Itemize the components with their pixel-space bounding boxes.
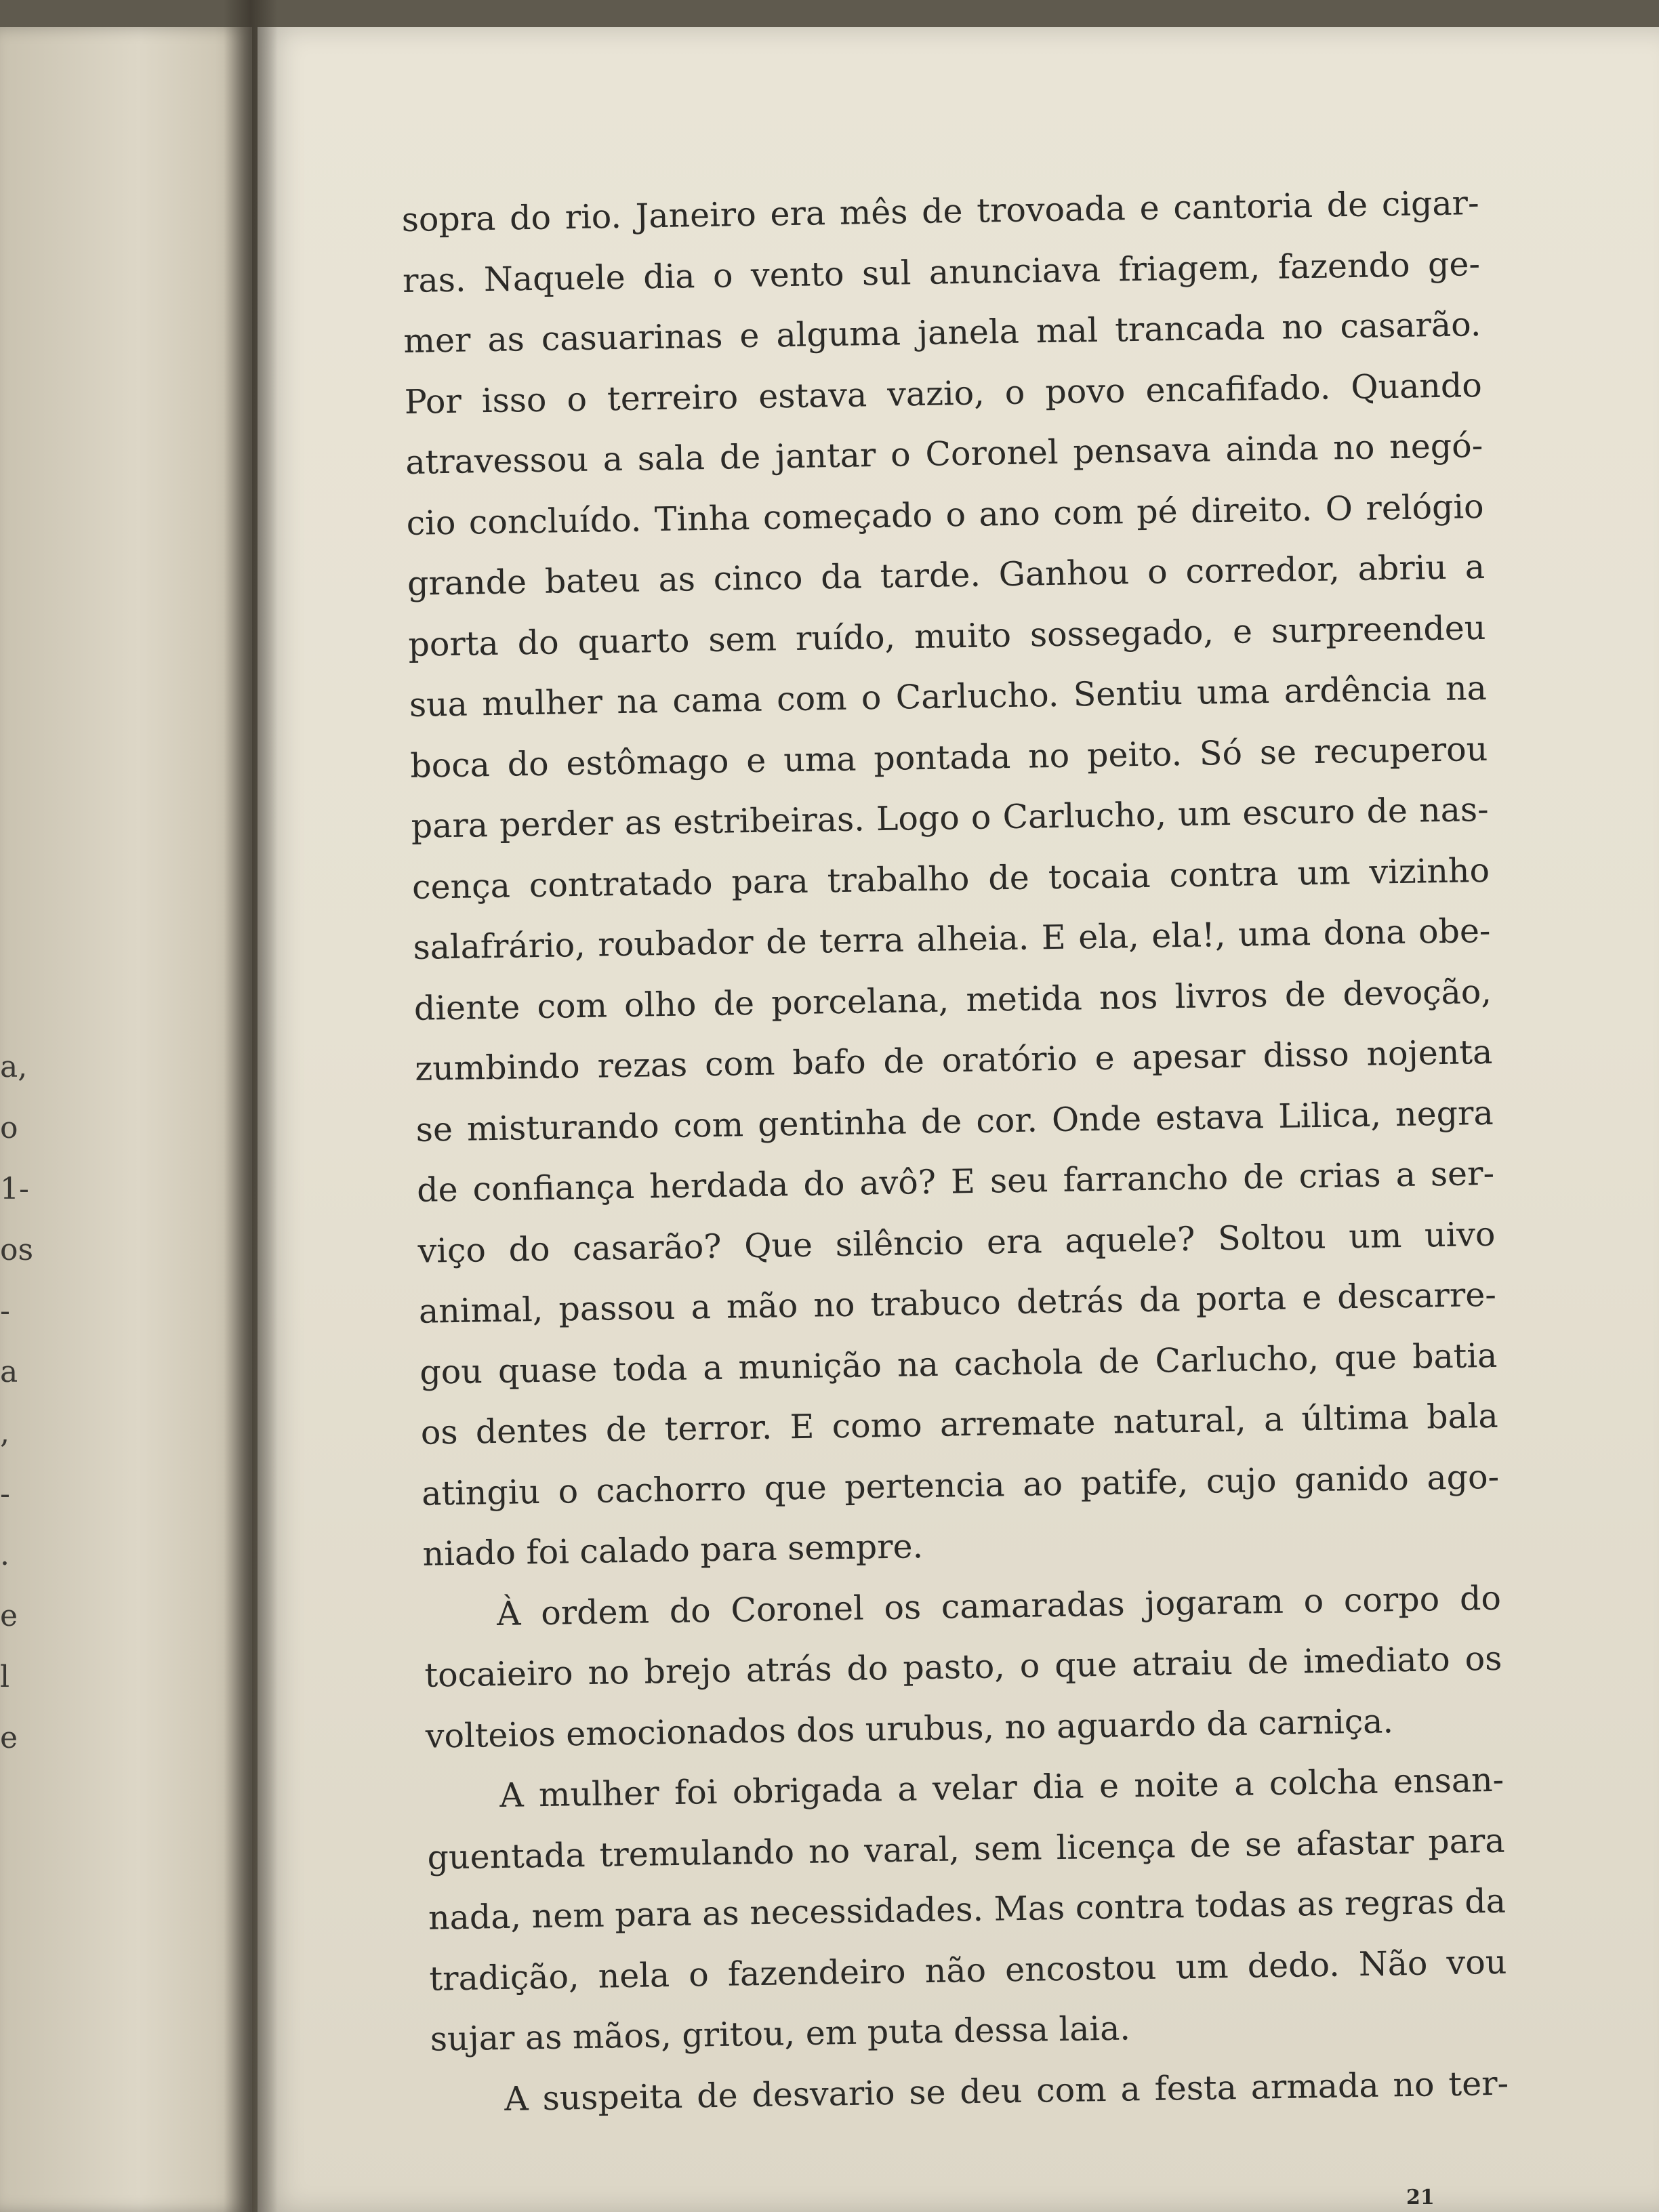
- body-line: ras. Naquele dia o vento sul anunciava friagem, fazendo ge-: [402, 244, 1481, 300]
- right-page: [258, 27, 1659, 2212]
- body-line: para perder as estribeiras. Logo o Carlucho, um escuro de nas-: [411, 790, 1490, 846]
- paragraph-last-line: volteios emocionados dos urubus, no aguardo da carniça.: [425, 1701, 1394, 1756]
- body-line: salafrário, roubador de terra alheia. E ela, ela!, uma dona obe-: [413, 911, 1491, 967]
- paragraph-last-line: sujar as mãos, gritou, em puta dessa laia.: [430, 2009, 1131, 2059]
- body-line: porta do quarto sem ruído, muito sossegado, e surpreendeu: [408, 608, 1486, 664]
- left-fragment: e: [0, 1599, 18, 1633]
- body-text: [401, 173, 1509, 2131]
- body-line: cio concluído. Tinha começado o ano com pé direito. O relógio: [406, 487, 1484, 543]
- paragraph-first-line: A suspeita de desvario se deu com a festa armada no ter-: [504, 2064, 1509, 2118]
- body-line: tocaieiro no brejo atrás do pasto, o que atraiu de imediato os: [424, 1639, 1502, 1695]
- body-line: guentada tremulando no varal, sem licença de se afastar para: [427, 1821, 1505, 1877]
- body-line: viço do casarão? Que silêncio era aquele? Soltou um uivo: [417, 1214, 1496, 1271]
- body-line: animal, passou a mão no trabuco detrás da porta e descarre-: [418, 1275, 1497, 1331]
- left-fragment: e: [0, 1721, 18, 1755]
- body-line: sua mulher na cama com o Carlucho. Sentiu uma ardência na: [409, 668, 1488, 724]
- left-fragment: a,: [0, 1050, 28, 1084]
- body-line: os dentes de terror. E como arremate natural, a última bala: [420, 1396, 1499, 1452]
- body-line: boca do estômago e uma pontada no peito. Só se recuperou: [409, 729, 1488, 785]
- body-line: nada, nem para as necessidades. Mas contra todas as regras da: [428, 1881, 1507, 1938]
- left-fragment: 1-: [0, 1172, 29, 1206]
- body-line: Por isso o terreiro estava vazio, o povo encafifado. Quando: [404, 365, 1483, 422]
- body-line: mer as casuarinas e alguma janela mal trancada no casarão.: [403, 305, 1481, 361]
- body-line: tradição, nela o fazendeiro não encostou um dedo. Não vou: [429, 1942, 1507, 1999]
- body-line: se misturando com gentinha de cor. Onde estava Lilica, negra: [415, 1093, 1494, 1149]
- left-fragment: o: [0, 1111, 18, 1145]
- paragraph-first-line: A mulher foi obrigada a velar dia e noite a colcha ensan-: [499, 1760, 1504, 1816]
- body-line: grande bateu as cinco da tarde. Ganhou o corredor, abriu a: [407, 547, 1486, 603]
- book-gutter-shadow: [224, 0, 278, 2212]
- page-number: 21: [1406, 2186, 1435, 2209]
- body-line: gou quase toda a munição na cachola de Carlucho, que batia: [419, 1336, 1498, 1392]
- left-page: [0, 27, 252, 2212]
- left-fragment: ,: [0, 1416, 9, 1450]
- body-line: atravessou a sala de jantar o Coronel pensava ainda no negó-: [405, 426, 1483, 482]
- body-line: de confiança herdada do avô? E seu farrancho de crias a ser-: [416, 1153, 1495, 1210]
- paragraph-first-line: À ordem do Coronel os camaradas jogaram o corpo do: [496, 1578, 1502, 1633]
- body-line: cença contratado para trabalho de tocaia contra um vizinho: [411, 851, 1490, 907]
- left-fragment: a: [0, 1355, 18, 1389]
- body-line: diente com olho de porcelana, metida nos livros de devoção,: [413, 972, 1492, 1028]
- body-line: zumbindo rezas com bafo de oratório e apesar disso nojenta: [414, 1032, 1493, 1088]
- left-fragment: os: [0, 1233, 34, 1267]
- left-fragment: .: [0, 1538, 9, 1572]
- paragraph-last-line: niado foi calado para sempre.: [422, 1527, 924, 1574]
- left-fragment: -: [0, 1477, 10, 1511]
- body-line: atingiu o cachorro que pertencia ao patife, cujo ganido ago-: [421, 1457, 1500, 1513]
- left-page-text-fragments: [0, 1037, 41, 1769]
- left-fragment: -: [0, 1294, 10, 1328]
- body-line: sopra do rio. Janeiro era mês de trovoada e cantoria de cigar-: [401, 184, 1479, 239]
- left-fragment: l: [0, 1660, 10, 1694]
